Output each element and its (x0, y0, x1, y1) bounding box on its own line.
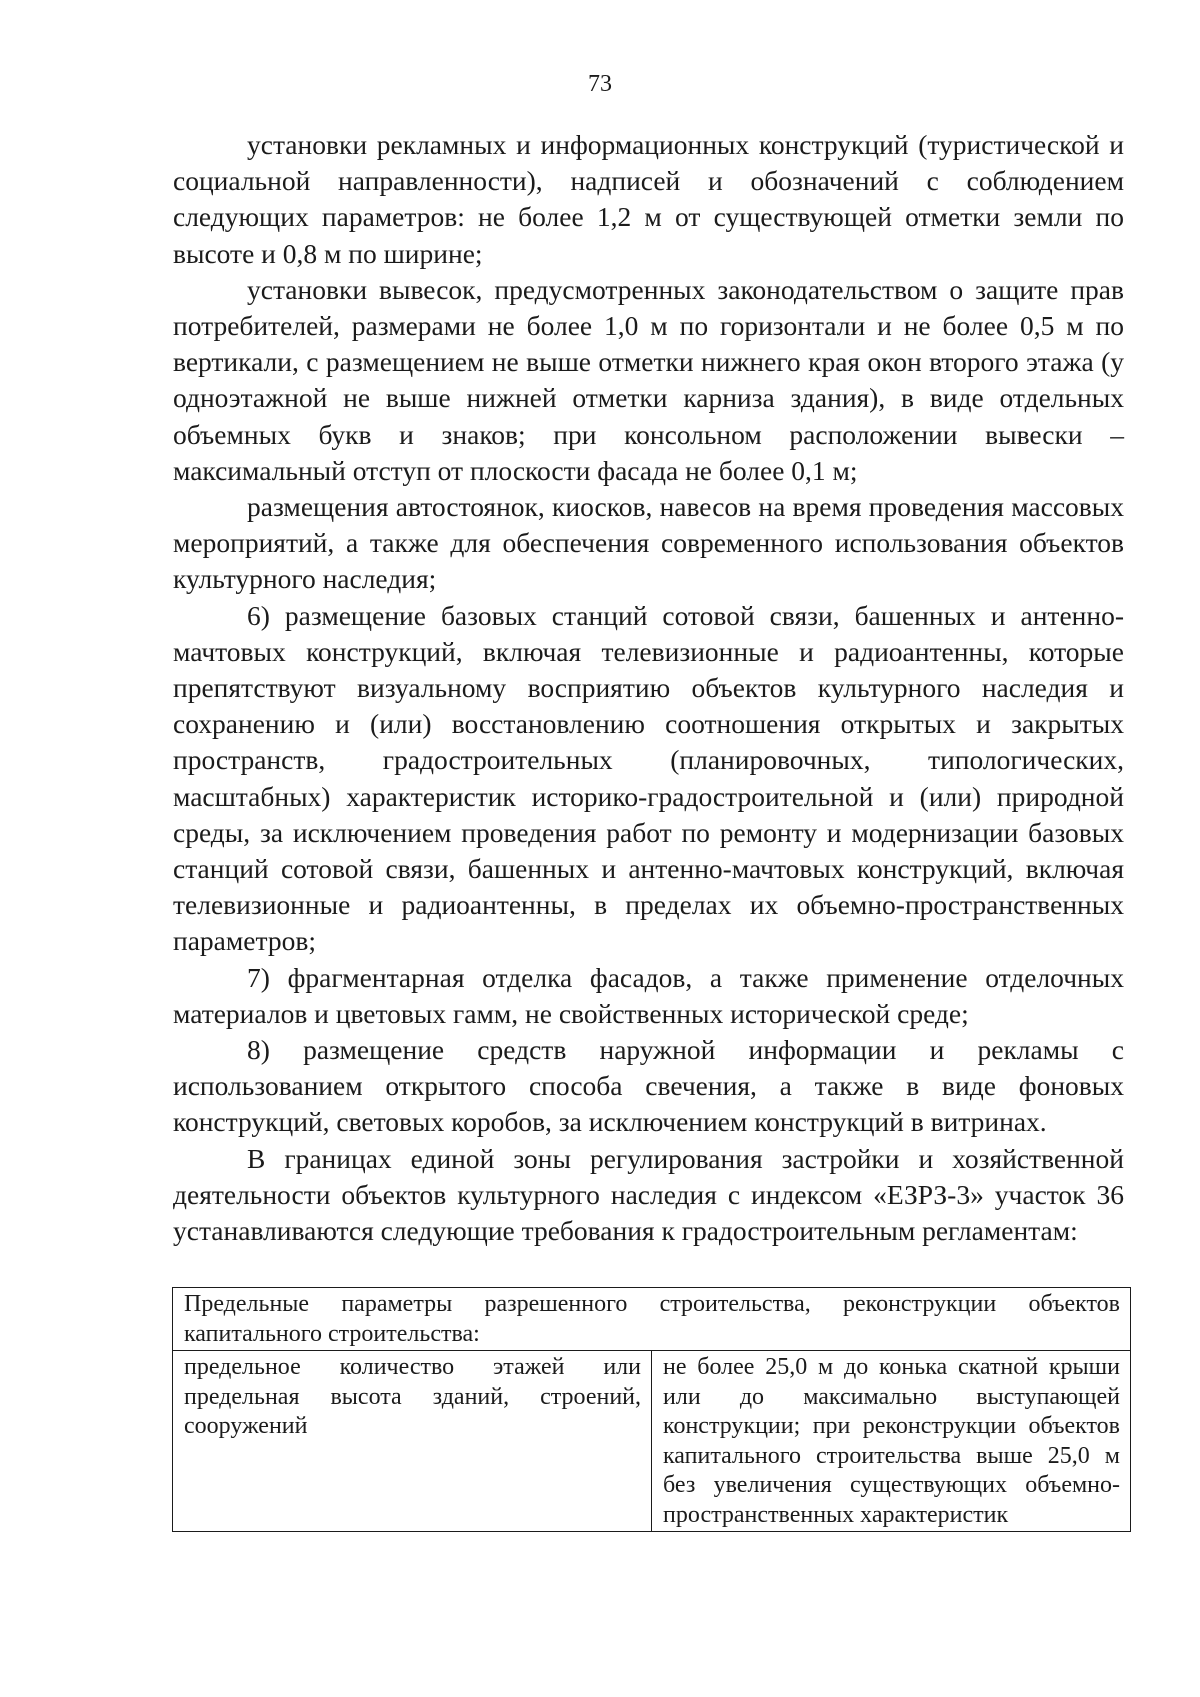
paragraph-item-7-facade-finishing: 7) фрагментарная отделка фасадов, а также применение отделочных материалов и цветовых гамм, не свойственных исторической среде; (173, 961, 1124, 1029)
regulations-table (172, 1287, 1131, 1532)
page-number: 73 (588, 71, 612, 97)
table-row (173, 1351, 1131, 1532)
table-header-cell: Предельные параметры разрешенного строительства, реконструкции объектов капитального строительства: (173, 1288, 1131, 1351)
table-header-row (173, 1288, 1131, 1351)
document-body (173, 127, 1124, 1249)
paragraph-advertising-structures: установки рекламных и информационных конструкций (туристической и социальной направленности), надписей и обозначений с соблюдением следующих параметров: не более 1,2 м от существующей отметки земли по высоте и 0,8 м по ширине; (173, 129, 1124, 269)
value-cell: не более 25,0 м до конька скатной крыши или до максимально выступающей конструкции; при реконструкции объектов капитального строительства выше 25,0 м без увеличения существующих объемно-пространственных характеристик (652, 1351, 1131, 1532)
paragraph-item-8-outdoor-advertising: 8) размещение средств наружной информации и рекламы с использованием открытого способа свечения, а также в виде фоновых конструкций, световых коробов, за исключением конструкций в витринах. (173, 1034, 1124, 1138)
paragraph-zone-requirements-intro: В границах единой зоны регулирования застройки и хозяйственной деятельности объектов культурного наследия с индексом «ЕЗРЗ-3» участок 36 устанавливаются следующие требования к градостроительным регламентам: (173, 1142, 1124, 1247)
regulations-table-container (172, 1287, 1131, 1532)
parameter-cell: предельное количество этажей или предельная высота зданий, строений, сооружений (173, 1351, 652, 1532)
paragraph-parking-kiosks: размещения автостоянок, киосков, навесов на время проведения массовых мероприятий, а также для обеспечения современного использования объектов культурного наследия; (173, 491, 1124, 595)
paragraph-signboards: установки вывесок, предусмотренных законодательством о защите прав потребителей, размерами не более 1,0 м по горизонтали и не более 0,5 м по вертикали, с размещением не выше отметки нижнего края окон второго этажа (у одноэтажной не выше нижней отметки карниза здания), в виде отдельных объемных букв и знаков; при консольном расположении вывески – максимальный отступ от плоскости фасада не более 0,1 м; (173, 273, 1124, 486)
paragraph-item-6-cell-stations: 6) размещение базовых станций сотовой связи, башенных и антенно-мачтовых конструкций, включая телевизионные и радиоантенны, которые препятствуют визуальному восприятию объектов культурного наследия и сохранению и (или) восстановлению соотношения открытых и закрытых пространств, градостроительных (планировочных, типологических, масштабных) характеристик историко-градостроительной и (или) природной среды, за исключением проведения работ по ремонту и модернизации базовых станций сотовой связи, башенных и антенно-мачтовых конструкций, включая телевизионные и радиоантенны, в пределах их объемно-пространственных параметров; (173, 599, 1124, 957)
